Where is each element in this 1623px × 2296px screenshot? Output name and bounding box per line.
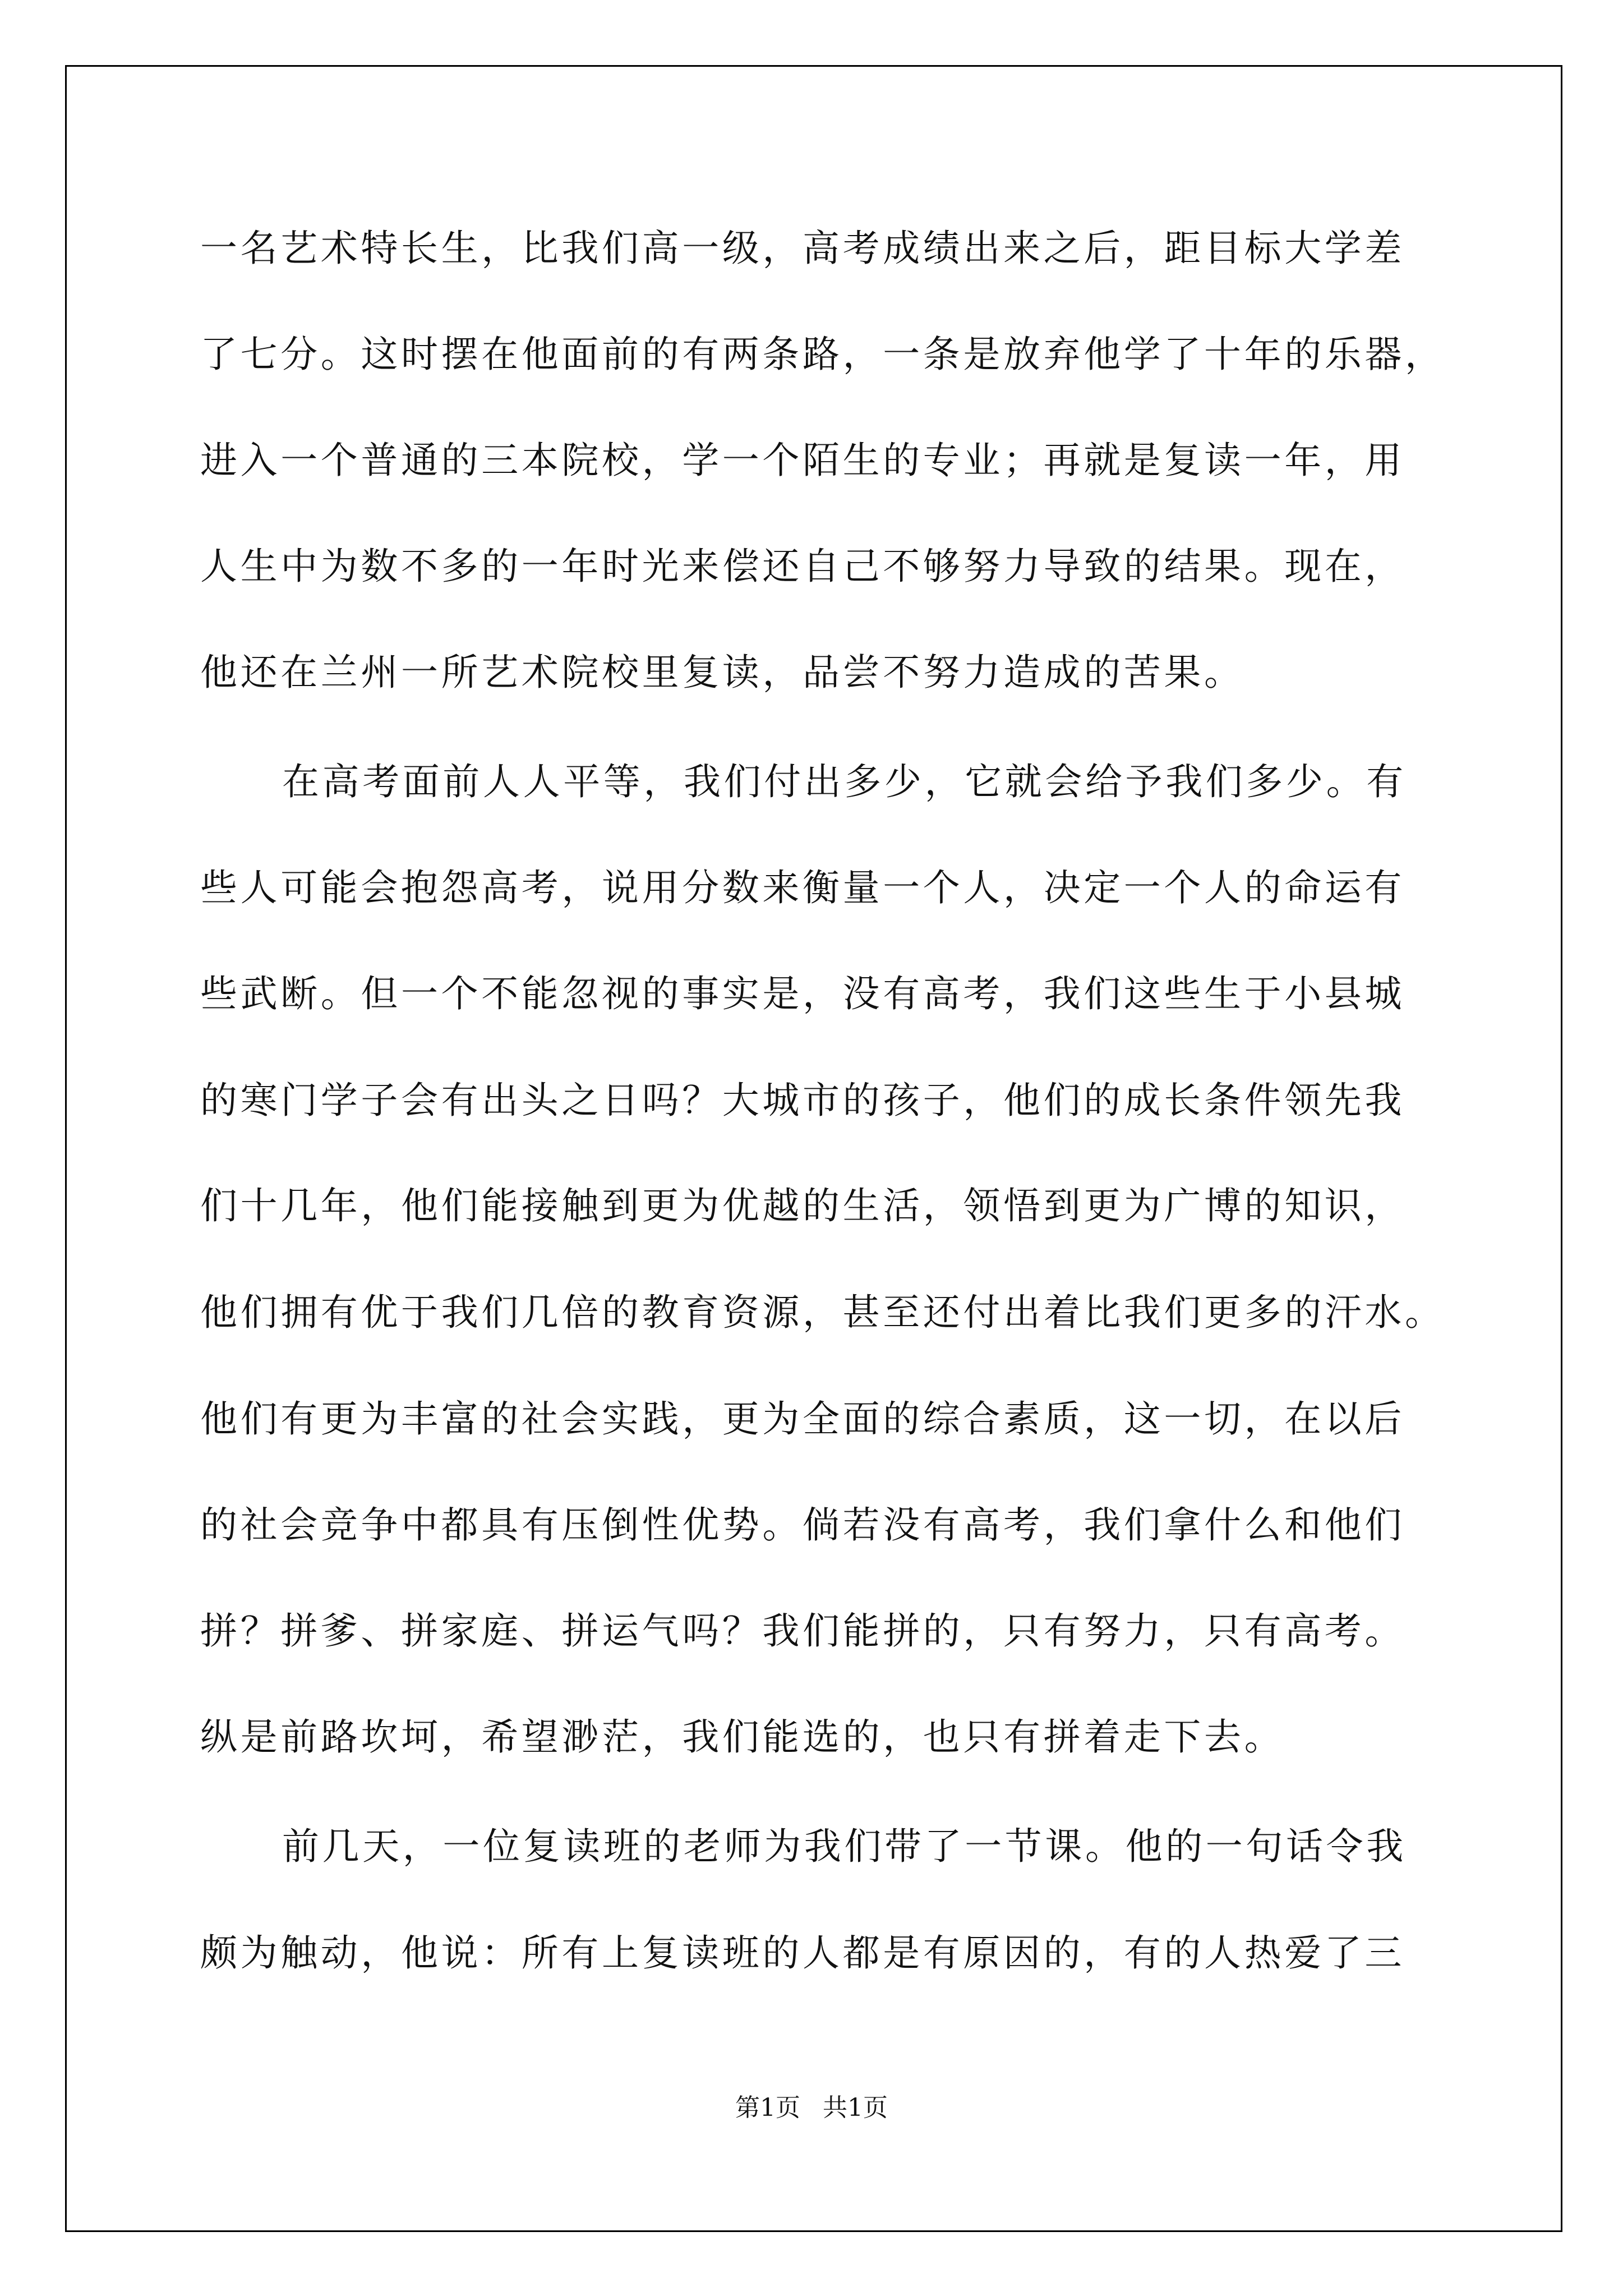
page-total: 共1页 bbox=[823, 2093, 888, 2122]
page-number: 第1页 bbox=[735, 2093, 800, 2122]
paragraph-line: 一名艺术特长生，比我们高一级，高考成绩出来之后，距目标大学差 bbox=[200, 227, 1405, 270]
paragraph-line: 的寒门学子会有出头之日吗？大城市的孩子，他们的成长条件领先我 bbox=[200, 1079, 1405, 1122]
paragraph-line: 些人可能会抱怨高考，说用分数来衡量一个人，决定一个人的命运有 bbox=[200, 866, 1405, 909]
paragraph-line: 纵是前路坎坷，希望渺茫，我们能选的，也只有拼着走下去。 bbox=[200, 1715, 1285, 1759]
paragraph-line: 颇为触动，他说：所有上复读班的人都是有原因的，有的人热爱了三 bbox=[200, 1931, 1405, 1975]
paragraph-line: 他们拥有优于我们几倍的教育资源，甚至还付出着比我们更多的汗水。 bbox=[200, 1291, 1445, 1334]
paragraph-line: 前几天，一位复读班的老师为我们带了一节课。他的一句话令我 bbox=[282, 1825, 1407, 1868]
paragraph-line: 拼？拼爹、拼家庭、拼运气吗？我们能拼的，只有努力，只有高考。 bbox=[200, 1609, 1405, 1653]
paragraph-line: 人生中为数不多的一年时光来偿还自己不够努力导致的结果。现在， bbox=[200, 545, 1405, 588]
paragraph-line: 们十几年，他们能接触到更为优越的生活，领悟到更为广博的知识， bbox=[200, 1184, 1405, 1227]
paragraph-line: 他们有更为丰富的社会实践，更为全面的综合素质，这一切，在以后 bbox=[200, 1397, 1405, 1441]
page-footer bbox=[0, 2091, 1623, 2125]
paragraph-line: 些武断。但一个不能忽视的事实是，没有高考，我们这些生于小县城 bbox=[200, 972, 1405, 1015]
paragraph-line: 在高考面前人人平等，我们付出多少，它就会给予我们多少。有 bbox=[282, 760, 1407, 803]
paragraph-line: 了七分。这时摆在他面前的有两条路，一条是放弃他学了十年的乐器， bbox=[200, 333, 1445, 376]
paragraph-line: 的社会竞争中都具有压倒性优势。倘若没有高考，我们拿什么和他们 bbox=[200, 1503, 1405, 1547]
paragraph-line: 进入一个普通的三本院校，学一个陌生的专业；再就是复读一年，用 bbox=[200, 439, 1405, 482]
page-border bbox=[65, 65, 1562, 2232]
paragraph-line: 他还在兰州一所艺术院校里复读，品尝不努力造成的苦果。 bbox=[200, 651, 1244, 694]
